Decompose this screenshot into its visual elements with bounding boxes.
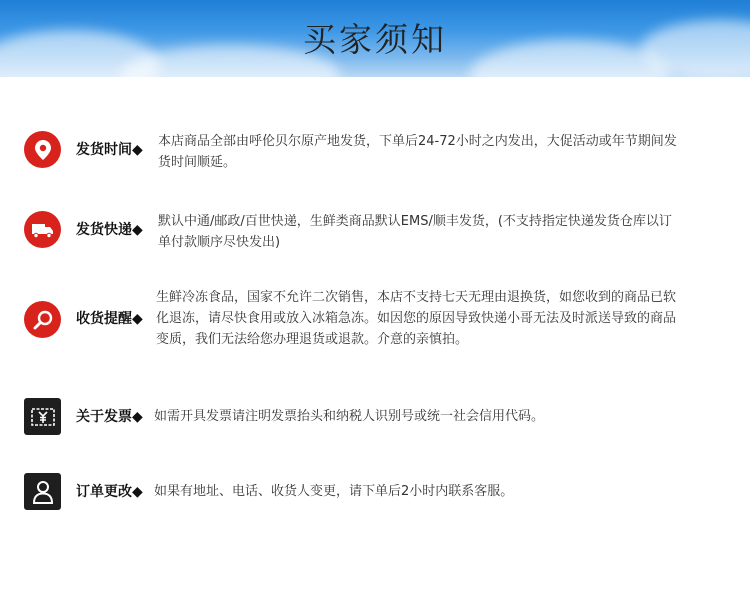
notice-label: 关于发票◆ — [76, 409, 143, 425]
header-banner — [0, 0, 750, 77]
delivery-truck-icon — [24, 211, 61, 248]
notice-text: 如需开具发票请注明发票抬头和纳税人识别号或统一社会信用代码。 — [154, 409, 545, 424]
notice-text: 如果有地址、电话、收货人变更，请下单后2小时内联系客服。 — [154, 484, 514, 499]
page-title: 买家须知 — [303, 20, 447, 59]
invoice-ticket-icon — [24, 398, 61, 435]
user-profile-icon — [24, 473, 61, 510]
notice-label: 发货快递◆ — [76, 222, 143, 238]
notice-label: 发货时间◆ — [76, 142, 143, 158]
notice-label: 订单更改◆ — [76, 484, 143, 500]
location-pin-icon — [24, 131, 61, 168]
magnifier-icon — [24, 301, 61, 338]
notice-label: 收货提醒◆ — [76, 311, 143, 327]
notice-text: 默认中通/邮政/百世快递，生鲜类商品默认EMS/顺丰发货，(不支持指定快递发货仓库以订单付款顺序尽快发出) — [158, 214, 672, 250]
notice-text: 生鲜冷冻食品，国家不允许二次销售，本店不支持七天无理由退换货，如您收到的商品已软化退冻，请尽快食用或放入冰箱急冻。如因您的原因导致快递小哥无法及时派送导致的商品变质，我们无法给您办理退货或退款。介意的亲慎拍。 — [156, 290, 677, 347]
notice-text: 本店商品全部由呼伦贝尔原产地发货，下单后24-72小时之内发出，大促活动或年节期间发货时间顺延。 — [158, 134, 677, 170]
